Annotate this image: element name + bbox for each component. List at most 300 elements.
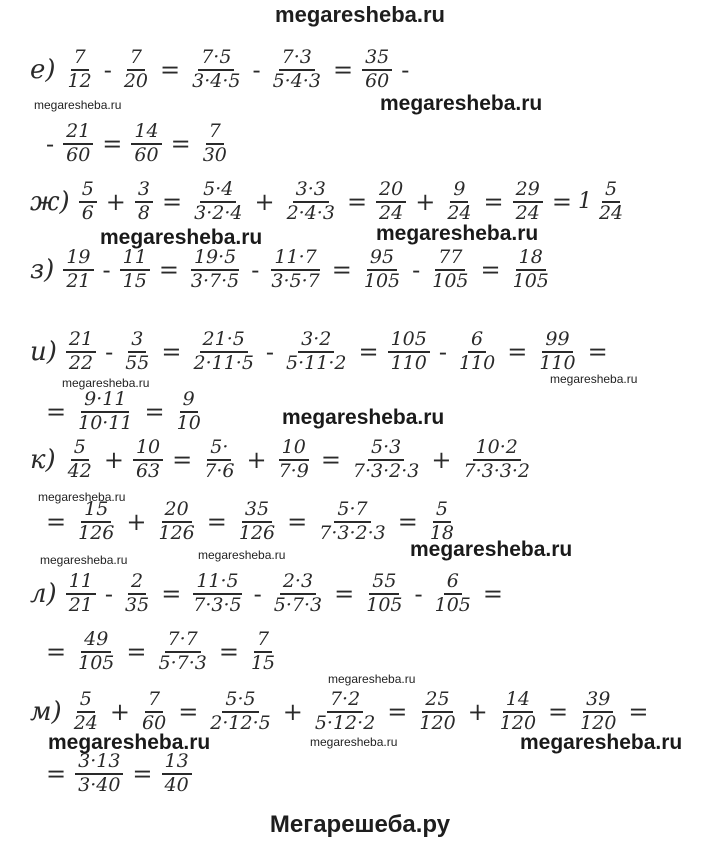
operator: =: [334, 579, 355, 608]
denominator: 7·6: [204, 459, 235, 482]
fraction: [128, 122, 164, 166]
denominator: 3·2·4: [194, 201, 243, 224]
numerator: 2·3: [280, 572, 316, 595]
fraction: [204, 690, 276, 734]
numerator: 5: [602, 180, 620, 203]
denominator: 15: [250, 651, 276, 674]
fraction-body: [120, 248, 150, 292]
whole-part: 1: [577, 189, 592, 215]
operator: -: [438, 337, 447, 366]
fraction: [119, 330, 155, 374]
numerator: 2: [128, 572, 146, 595]
fraction-body: [284, 180, 338, 224]
watermark-small: megaresheba.ru: [198, 548, 286, 562]
numerator: 10: [133, 438, 163, 461]
fraction: [245, 630, 281, 674]
numerator: 10·2: [473, 438, 521, 461]
denominator: 7·3·2·3: [319, 521, 386, 544]
fraction-body: [133, 438, 163, 482]
fraction: [188, 180, 248, 224]
numerator: 35: [242, 500, 272, 523]
denominator: 21: [66, 269, 91, 292]
fraction-body: [79, 180, 97, 224]
fraction-body: [268, 248, 322, 292]
fraction-body: [432, 572, 474, 616]
fraction: [358, 248, 406, 292]
operator: =: [346, 187, 368, 216]
numerator: 9: [450, 180, 468, 203]
numerator: 9·11: [81, 390, 129, 413]
watermark: megaresheba.ru: [282, 406, 445, 429]
operator: -: [252, 55, 261, 84]
numerator: 25: [422, 690, 452, 713]
fraction-body: [191, 180, 245, 224]
problem-label: и): [30, 336, 57, 367]
denominator: 60: [142, 711, 167, 734]
numerator: 14: [131, 122, 161, 145]
fraction-body: [316, 500, 388, 544]
fraction: [507, 248, 555, 292]
fraction: [152, 500, 200, 544]
denominator: 2·12·5: [210, 711, 271, 734]
fraction-body: [283, 330, 349, 374]
equation-line: [30, 48, 415, 92]
operator: =: [178, 697, 199, 726]
numerator: 5·3: [368, 438, 404, 461]
numerator: 77: [435, 248, 465, 271]
fraction: [62, 438, 98, 482]
operator: =: [46, 507, 67, 536]
fraction: [280, 330, 352, 374]
watermark: megaresheba.ru: [48, 731, 211, 754]
operator: -: [105, 337, 114, 366]
fraction-body: [456, 330, 498, 374]
equation-line: [30, 690, 655, 734]
numerator: 6: [468, 330, 486, 353]
denominator: 3·4·5: [192, 69, 241, 92]
operator: =: [483, 187, 504, 216]
fraction: [574, 690, 622, 734]
fraction: [72, 752, 126, 796]
denominator: 7·3·5: [193, 593, 242, 616]
operator: -: [253, 579, 262, 608]
operator: =: [628, 697, 649, 726]
numerator: 10: [279, 438, 309, 461]
fraction-body: [429, 248, 471, 292]
fraction: [159, 752, 195, 796]
operator: =: [102, 129, 123, 158]
numerator: 5: [433, 500, 451, 523]
fraction-body: [66, 572, 96, 616]
operator: +: [282, 697, 303, 726]
numerator: 5·7: [334, 500, 370, 523]
numerator: 11·7: [271, 248, 319, 271]
operator: -: [401, 55, 410, 84]
fraction: [186, 48, 246, 92]
numerator: 13: [162, 752, 192, 775]
fraction-body: [416, 690, 458, 734]
numerator: 5: [79, 180, 97, 203]
fraction-body: [596, 180, 626, 224]
denominator: 3·7·5: [190, 269, 240, 292]
fraction: [76, 180, 100, 224]
denominator: 60: [134, 143, 159, 166]
denominator: 3·5·7: [271, 269, 320, 292]
numerator: 29: [513, 180, 543, 203]
denominator: 24: [598, 201, 624, 224]
fraction: [63, 572, 99, 616]
equation-line: [30, 630, 281, 674]
denominator: 60: [66, 143, 91, 166]
fraction-body: [65, 438, 95, 482]
denominator: 24: [515, 201, 540, 224]
numerator: 21: [63, 122, 93, 145]
operator: -: [104, 579, 113, 608]
numerator: 39: [583, 690, 613, 713]
denominator: 15: [122, 269, 147, 292]
watermark-small: megaresheba.ru: [38, 490, 126, 504]
numerator: 20: [162, 500, 192, 523]
fraction-body: [236, 500, 278, 544]
denominator: 5·7·3: [273, 593, 323, 616]
fraction-body: [75, 500, 117, 544]
denominator: 126: [78, 521, 115, 544]
denominator: 7·9: [278, 459, 309, 482]
fraction-body: [190, 330, 256, 374]
numerator: 7: [206, 122, 224, 145]
denominator: 63: [135, 459, 161, 482]
operator: =: [46, 397, 67, 426]
numerator: 21·5: [200, 330, 248, 353]
operator: +: [126, 507, 147, 536]
fraction: [347, 438, 425, 482]
numerator: 99: [542, 330, 572, 353]
fraction: [359, 48, 395, 92]
watermark: megaresheba.ru: [410, 538, 573, 561]
operator: +: [109, 697, 130, 726]
numerator: 7·3: [279, 48, 315, 71]
denominator: 5·4·3: [272, 69, 321, 92]
fraction-body: [189, 48, 243, 92]
fraction: [132, 180, 156, 224]
site-footer: Мегарешеба.ру: [269, 811, 451, 838]
denominator: 10: [176, 411, 201, 434]
denominator: 110: [539, 351, 576, 374]
numerator: 49: [81, 630, 111, 653]
denominator: 126: [238, 521, 276, 544]
numerator: 5·5: [222, 690, 258, 713]
fraction-body: [350, 438, 422, 482]
numerator: 7: [71, 48, 89, 71]
fraction: [130, 438, 166, 482]
operator: +: [254, 187, 275, 216]
fraction: [510, 180, 546, 224]
watermark-small: megaresheba.ru: [34, 98, 122, 112]
fraction: [198, 438, 240, 482]
fraction-body: [312, 690, 378, 734]
operator: =: [126, 637, 147, 666]
operator: =: [206, 507, 227, 536]
fraction: [453, 330, 501, 374]
denominator: 105: [78, 651, 115, 674]
numerator: 11·5: [193, 572, 241, 595]
fraction-body: [207, 690, 273, 734]
fraction-body: [510, 248, 552, 292]
denominator: 105: [434, 593, 471, 616]
numerator: 11: [66, 572, 96, 595]
problem-label: е): [30, 54, 56, 85]
operator: =: [397, 507, 418, 536]
fraction: [187, 572, 247, 616]
fraction-body: [122, 572, 152, 616]
denominator: 105: [512, 269, 549, 292]
denominator: 24: [447, 201, 472, 224]
fraction: [281, 180, 341, 224]
fraction: [265, 248, 325, 292]
operator: =: [172, 445, 193, 474]
denominator: 120: [580, 711, 617, 734]
site-header: megaresheba.ru: [275, 2, 445, 27]
denominator: 6: [81, 201, 94, 224]
watermark: megaresheba.ru: [100, 226, 263, 249]
denominator: 8: [137, 201, 150, 224]
operator: =: [587, 337, 608, 366]
fraction-body: [461, 438, 533, 482]
numerator: 7·2: [327, 690, 363, 713]
fraction-body: [388, 330, 430, 374]
numerator: 7: [127, 48, 145, 71]
fraction: [62, 48, 98, 92]
operator: -: [265, 337, 275, 366]
fraction: [72, 500, 120, 544]
numerator: 5·4: [200, 180, 236, 203]
equation-line: [30, 330, 614, 374]
denominator: 40: [164, 773, 189, 796]
denominator: 110: [390, 351, 427, 374]
fraction: [267, 48, 327, 92]
denominator: 42: [67, 459, 92, 482]
denominator: 24: [379, 201, 404, 224]
numerator: 3·3: [293, 180, 329, 203]
fraction: [60, 122, 96, 166]
fraction-body: [75, 390, 135, 434]
denominator: 55: [125, 351, 150, 374]
fraction-body: [188, 248, 242, 292]
problem-label: з): [30, 254, 55, 285]
operator: =: [507, 337, 528, 366]
fraction: [72, 390, 138, 434]
fraction-body: [363, 572, 405, 616]
problem-label: м): [30, 696, 62, 727]
watermark-small: megaresheba.ru: [550, 372, 638, 386]
fraction: [233, 500, 281, 544]
operator: =: [331, 255, 352, 284]
numerator: 9: [180, 390, 198, 413]
equation-line: [30, 180, 629, 224]
fraction-body: [63, 248, 93, 292]
equation-line: [30, 500, 460, 544]
fraction-body: [75, 752, 123, 796]
fraction-body: [63, 122, 93, 166]
fraction-body: [162, 752, 192, 796]
numerator: 15: [81, 500, 111, 523]
numerator: 19: [63, 248, 93, 271]
fraction-body: [200, 122, 230, 166]
fraction: [118, 48, 154, 92]
fraction-body: [135, 180, 153, 224]
fraction-body: [270, 48, 324, 92]
fraction-body: [444, 180, 474, 224]
denominator: 5·7·3: [158, 651, 207, 674]
denominator: 105: [363, 269, 401, 292]
fraction-body: [497, 690, 539, 734]
operator: =: [480, 255, 501, 284]
equation-line: [30, 122, 233, 166]
operator: =: [320, 445, 341, 474]
watermark: megaresheba.ru: [376, 222, 539, 245]
denominator: 18: [429, 521, 455, 544]
fraction: [268, 572, 328, 616]
watermark-small: megaresheba.ru: [40, 553, 128, 567]
fraction-body: [75, 630, 117, 674]
operator: =: [287, 507, 308, 536]
denominator: 5·12·2: [314, 711, 376, 734]
denominator: 2·11·5: [193, 351, 254, 374]
fraction: [441, 180, 477, 224]
fraction-body: [376, 180, 406, 224]
fraction: [187, 330, 259, 374]
numerator: 5: [77, 690, 95, 713]
fraction-body: [248, 630, 278, 674]
equation-line: [30, 572, 509, 616]
operator: =: [387, 697, 408, 726]
denominator: 20: [123, 69, 149, 92]
mixed-number: [578, 180, 629, 224]
operator: =: [548, 697, 569, 726]
problem-label: л): [30, 578, 57, 609]
equation-line: [30, 752, 195, 796]
operator: =: [170, 129, 191, 158]
denominator: 12: [67, 69, 92, 92]
numerator: 3: [128, 330, 146, 353]
denominator: 110: [458, 351, 496, 374]
fraction: [63, 330, 99, 374]
operator: -: [46, 129, 55, 158]
fraction-body: [271, 572, 325, 616]
operator: =: [162, 187, 183, 216]
numerator: 105: [388, 330, 430, 353]
operator: +: [103, 445, 124, 474]
operator: =: [161, 579, 182, 608]
operator: =: [332, 55, 354, 84]
numerator: 3: [135, 180, 153, 203]
fraction-body: [362, 48, 392, 92]
operator: -: [103, 55, 112, 84]
equation-line: [30, 390, 207, 434]
fraction: [119, 572, 155, 616]
numerator: 18: [516, 248, 546, 271]
watermark-small: megaresheba.ru: [62, 376, 150, 390]
operator: +: [467, 697, 488, 726]
denominator: 120: [419, 711, 456, 734]
fraction: [426, 248, 474, 292]
problem-label: ж): [30, 186, 70, 217]
fraction: [360, 572, 408, 616]
fraction: [171, 390, 207, 434]
watermark-small: megaresheba.ru: [310, 735, 398, 749]
fraction-body: [513, 180, 543, 224]
fraction: [185, 248, 245, 292]
fraction-body: [361, 248, 403, 292]
denominator: 24: [73, 711, 98, 734]
fraction: [413, 690, 461, 734]
operator: =: [358, 337, 379, 366]
fraction-body: [66, 330, 96, 374]
numerator: 5: [71, 438, 89, 461]
fraction: [72, 630, 120, 674]
fraction-body: [71, 690, 101, 734]
fraction-body: [201, 438, 237, 482]
denominator: 35: [125, 593, 150, 616]
numerator: 6: [444, 572, 462, 595]
fraction-body: [276, 438, 312, 482]
operator: =: [158, 255, 179, 284]
fraction-body: [65, 48, 95, 92]
denominator: 3·40: [78, 773, 121, 796]
denominator: 22: [68, 351, 94, 374]
watermark: megaresheba.ru: [520, 731, 683, 754]
numerator: 3·13: [75, 752, 123, 775]
operator: =: [160, 55, 181, 84]
operator: =: [144, 397, 165, 426]
denominator: 120: [499, 711, 537, 734]
operator: -: [412, 255, 421, 284]
fraction-body: [121, 48, 151, 92]
fraction-body: [174, 390, 204, 434]
denominator: 7·3·2·3: [352, 459, 420, 482]
operator: =: [218, 637, 239, 666]
operator: +: [431, 445, 452, 474]
denominator: 60: [365, 69, 390, 92]
denominator: 10·11: [78, 411, 133, 434]
operator: =: [132, 759, 153, 788]
operator: =: [551, 187, 572, 216]
fraction: [117, 248, 153, 292]
fraction: [313, 500, 391, 544]
denominator: 105: [366, 593, 403, 616]
fraction: [68, 690, 104, 734]
denominator: 105: [432, 269, 469, 292]
denominator: 21: [68, 593, 93, 616]
denominator: 126: [158, 521, 195, 544]
fraction-body: [122, 330, 152, 374]
numerator: 19·5: [191, 248, 239, 271]
fraction: [533, 330, 581, 374]
fraction-body: [155, 500, 197, 544]
numerator: 21: [66, 330, 96, 353]
operator: -: [414, 579, 423, 608]
numerator: 35: [362, 48, 392, 71]
fraction-body: [536, 330, 578, 374]
denominator: 30: [202, 143, 227, 166]
fraction: [458, 438, 536, 482]
problem-label: к): [30, 444, 56, 475]
numerator: 7: [254, 630, 272, 653]
fraction-body: [577, 690, 619, 734]
numerator: 11: [120, 248, 150, 271]
numerator: 20: [376, 180, 406, 203]
operator: =: [161, 337, 182, 366]
